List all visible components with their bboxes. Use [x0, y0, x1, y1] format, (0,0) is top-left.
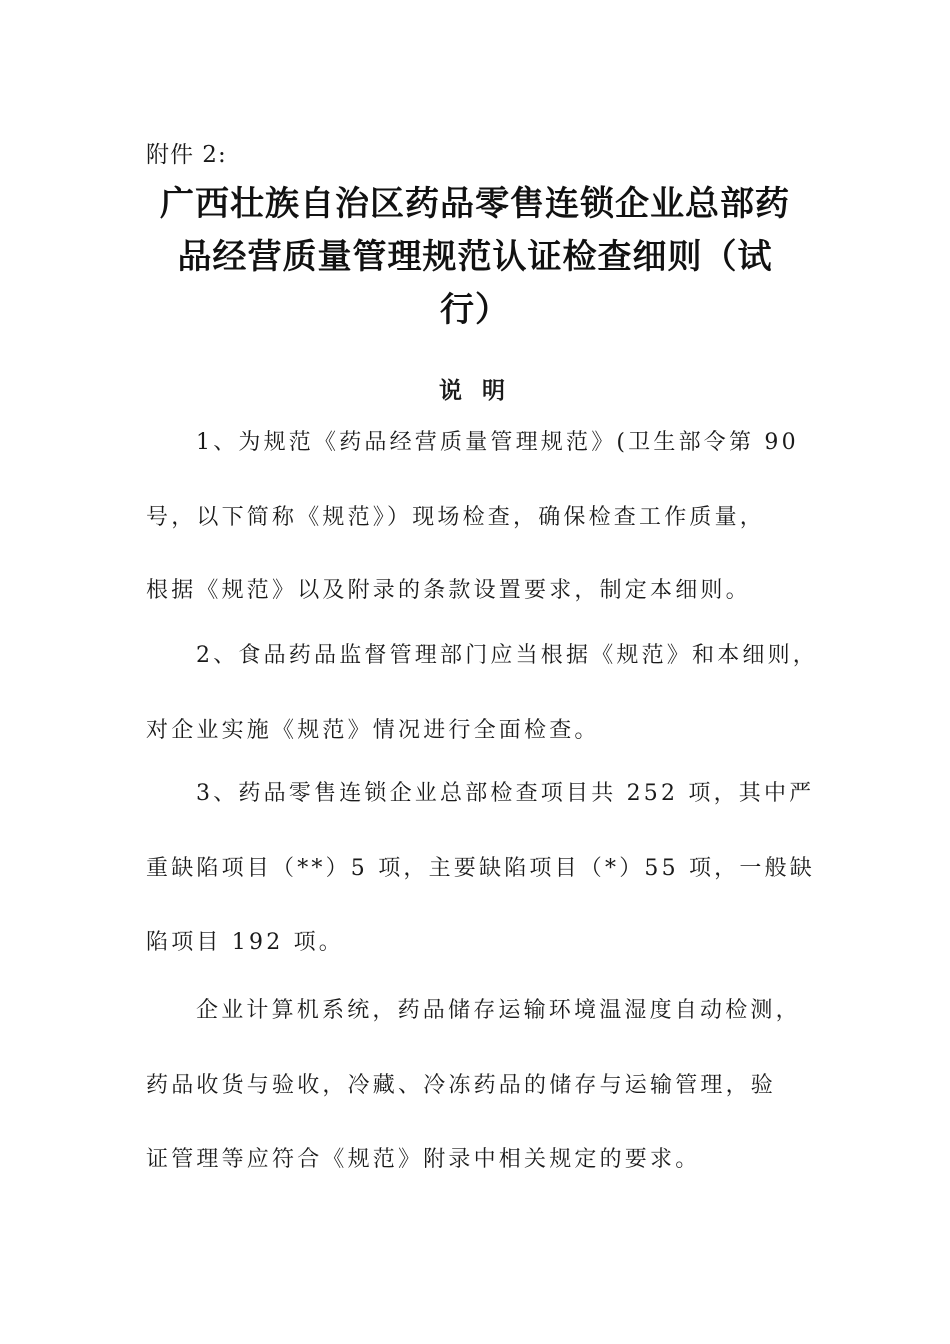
- paragraph-2-line-2: 对企业实施《规范》情况进行全面检查。: [146, 718, 600, 743]
- paragraph-1-line-1: 1、为规范《药品经营质量管理规范》(卫生部令第 90: [196, 430, 799, 455]
- title-line-2: 品经营质量管理规范认证检查细则（试: [177, 237, 773, 277]
- paragraph-3-line-1: 3、药品零售连锁企业总部检查项目共 252 项，其中严: [196, 781, 815, 806]
- paragraph-2-line-1: 2、食品药品监督管理部门应当根据《规范》和本细则，: [196, 643, 818, 668]
- paragraph-3-line-2: 重缺陷项目（**）5 项，主要缺陷项目（*）55 项，一般缺: [146, 856, 815, 881]
- paragraph-1-line-2: 号，以下简称《规范》）现场检查，确保检查工作质量，: [146, 505, 766, 530]
- paragraph-4-line-2: 药品收货与验收，冷藏、冷冻药品的储存与运输管理，验: [146, 1073, 777, 1098]
- title-line-1: 广西壮族自治区药品零售连锁企业总部药: [160, 184, 790, 224]
- document-title: [140, 178, 810, 337]
- paragraph-4-line-1: 企业计算机系统，药品储存运输环境温湿度自动检测，: [196, 998, 801, 1023]
- attachment-label: 附件 2:: [146, 142, 227, 168]
- section-heading: 说 明: [438, 378, 511, 404]
- paragraph-3-line-3: 陷项目 192 项。: [146, 930, 344, 955]
- title-line-3: 行）: [440, 290, 510, 330]
- paragraph-4-line-3: 证管理等应符合《规范》附录中相关规定的要求。: [146, 1147, 701, 1172]
- paragraph-1-line-3: 根据《规范》以及附录的条款设置要求，制定本细则。: [146, 578, 751, 603]
